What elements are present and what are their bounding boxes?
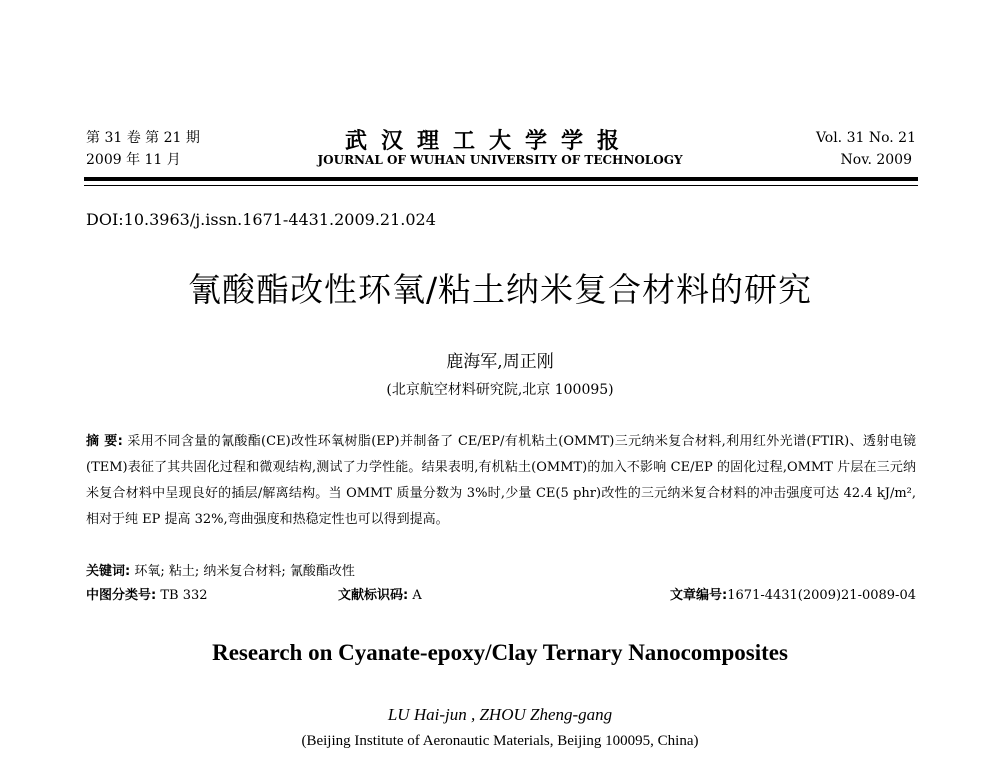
document-code <box>338 584 422 603</box>
keywords <box>86 560 355 579</box>
keywords-label: 关键词: <box>86 564 131 579</box>
journal-title-cn: 武汉理工大学学报 <box>345 128 634 154</box>
article-number-label: 文章编号: <box>670 588 728 603</box>
header-rule-thick <box>84 177 918 181</box>
header-rule-thin <box>84 185 918 186</box>
doi: DOI:10.3963/j.issn.1671-4431.2009.21.024 <box>86 210 436 229</box>
clc-number <box>86 584 208 603</box>
authors-cn: 鹿海军,周正刚 <box>446 352 554 372</box>
volume-issue-cn: 第 31 卷 第 21 期 <box>86 130 200 146</box>
volume-issue-en: Vol. 31 No. 21 <box>815 130 916 146</box>
article-title-cn: 氰酸酯改性环氧/粘土纳米复合材料的研究 <box>187 270 813 309</box>
document-code-value: A <box>412 588 422 603</box>
keywords-text: 环氧; 粘土; 纳米复合材料; 氰酸酯改性 <box>134 564 355 579</box>
journal-title-en: JOURNAL OF WUHAN UNIVERSITY OF TECHNOLOGY <box>317 153 683 167</box>
clc-label: 中图分类号: <box>86 588 157 603</box>
article-number <box>670 584 916 603</box>
date-cn: 2009 年 11 月 <box>86 152 181 168</box>
clc-value: TB 332 <box>160 588 208 603</box>
article-title-en: Research on Cyanate-epoxy/Clay Ternary Nanocomposites <box>212 640 788 665</box>
authors-en: LU Hai-jun , ZHOU Zheng-gang <box>387 705 613 724</box>
abstract <box>86 429 916 533</box>
document-code-label: 文献标识码: <box>338 588 409 603</box>
date-en: Nov. 2009 <box>840 152 912 168</box>
affiliation-cn: (北京航空材料研究院,北京 100095) <box>386 382 614 398</box>
abstract-label: 摘 要: <box>86 434 123 449</box>
article-number-value: 1671-4431(2009)21-0089-04 <box>727 588 916 603</box>
affiliation-en: (Beijing Institute of Aeronautic Materials, Beijing 100095, China) <box>301 733 699 749</box>
abstract-text: 采用不同含量的氰酸酯(CE)改性环氧树脂(EP)并制备了 CE/EP/有机粘土(OMMT)三元纳米复合材料,利用红外光谱(FTIR)、透射电镜(TEM)表征了其共固化过程和微观结构,测试了力学性能。结果表明,有机粘土(OMMT)的加入不影响 CE/EP 的固化过程,OMMT 片层在三元纳米复合材料中呈现良好的插层/解离结构。当 OMMT 质量分数为 3%时,少量 CE(5 phr)改性的三元纳米复合材料的冲击强度可达 42.4 kJ/m²,相对于纯 EP 提高 32%,弯曲强度和热稳定性也可以得到提高。 <box>86 434 916 527</box>
